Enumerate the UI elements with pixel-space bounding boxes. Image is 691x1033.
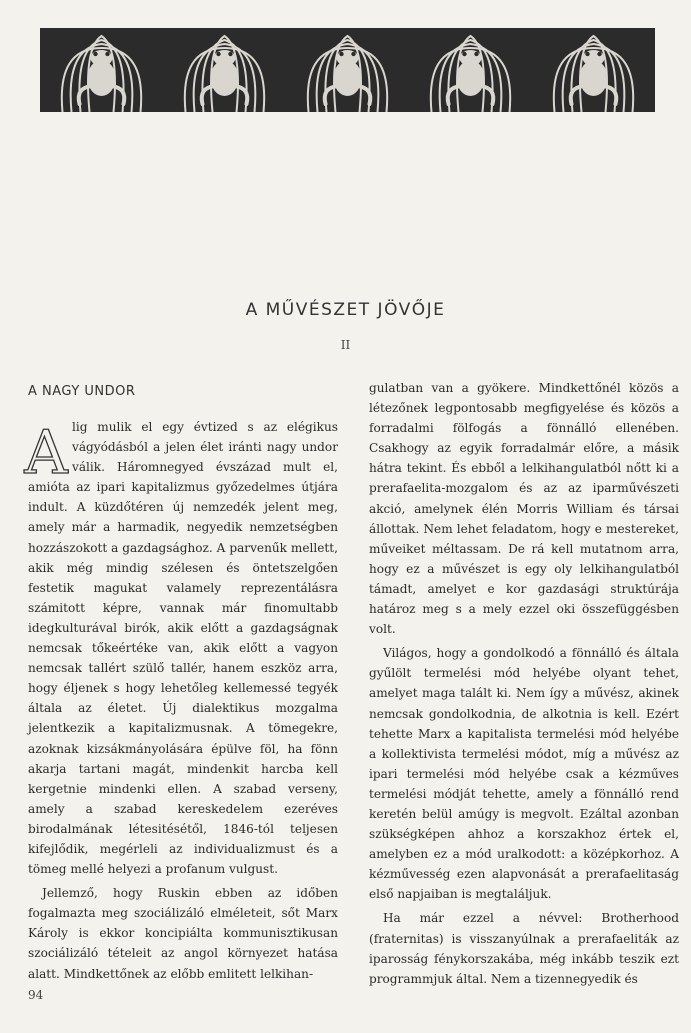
left-column xyxy=(24,384,338,984)
page-title: A MŰVÉSZET JÖVŐJE xyxy=(245,300,446,320)
paragraph-2: Jellemző, hogy Ruskin ebben az időben fogalmazta meg szociálizáló elméleteit, sőt Marx Károly is ekkor koncipiálta kommunisztikusan szociálizáló tételeit az angol környezet hatása alatt. Mindkettőnek az előbb emlitett lelkihan- xyxy=(28,886,338,981)
paragraph-5: Ha már ezzel a névvel: Brotherhood (fraternitas) is visszanyúlnak a prerafaeliták az iparosság fénykorszakába, még inkább teszik ezt programmjuk által. Nem a tizennegyedik és xyxy=(369,911,679,986)
frog-motif xyxy=(308,36,387,112)
frog-motif xyxy=(62,36,141,112)
frog-motif xyxy=(554,36,633,112)
frog-motif xyxy=(185,36,264,112)
frog-motif xyxy=(431,36,510,112)
paragraph-4: Világos, hogy a gondolkodó a fönnálló és általa gyűlölt termelési mód helyébe olyant tehet, amelyet maga talált ki. Nem így a művész, akinek nemcsak gondolkodnia, de alkotnia is kell. Ezért tehette Marx a kapitalista termelési mód helyébe a kollektivista termelési módot, míg a művész az ipari termelési mód helyébe csak a kézműves termelési módját tehette, amely a fönnálló rend keretén belül amúgy is megvolt. Ezáltal azonban szükségképen ahhoz a korszakhoz értek el, amelyben ez a mód uralkodott: a középkorhoz. A kézművesség ezen alapvonását a prerafaelitaság első napjaiban is megtaláljuk. xyxy=(369,646,679,902)
paragraph-3: gulatban van a gyökere. Mindkettőnél közös a létezőnek legpontosabb megfigyelése és közös a forradalmi fölfogás a fönnálló ellenében. Csakhogy az egyik forradalmár előre, a másik hátra tekint. És ebből a lelkihangulatból nőtt ki a prerafaelita-mozgalom és az az iparművészeti akció, amelynek élén Morris William és társai állottak. Nem lehet feladatom, hogy e mestereket, műveiket méltassam. De rá kell mutatnom arra, hogy ez a művészet is egy oly lelkihangulatból támadt, amelyet e kor gazdasági struktúrája határoz meg s a mely ezzel oki összefüggésben volt. xyxy=(369,381,679,637)
right-column xyxy=(369,378,679,989)
page-number: 94 xyxy=(28,988,44,1002)
part-number: II xyxy=(340,338,351,352)
paragraph-1 xyxy=(24,417,338,879)
dropcap-a-icon xyxy=(24,418,68,488)
ornamental-frog-banner xyxy=(40,28,655,112)
svg-text:A: A xyxy=(24,418,68,488)
paragraph-1-text: lig mulik el egy évtized s az elégikus vágyódásból a jelen élet iránti nagy undor válik. Háromnegyed évszázad mult el, amióta az ipari kapitalizmus győzedelmes útjára indult. A küzdőtéren új nemzedék jelent meg, amely már a harmadik, negyedik nemzetségben hozzászokott a gazdagsághoz. A parvenűk mellett, akik még mindig szélesen és öntetszelgően festetik magukat valamely reprezentálásra számitott képre, vannak már finomultabb idegkulturával birók, akik előtt a gazdagságnak nemcsak tőkeértéke van, akik előtt a vagyon nemcsak tallért szülő tallér, hanem eszköz arra, hogy éljenek s hogy lehetőleg kellemessé tegyék általa az életet. Új dialektikus mozgalma jelentkezik a kapitalizmusnak. A tömegekre, azoknak kizsákmányolására épülve föl, ha fönn akarja tartani magát, mindenkit harcba kell kergetnie mindenki ellen. A szabad verseny, amely a szabad kereskedelem ezeréves birodalmának létesitésétől, 1846-tól teljesen kifejlődik, megérleli az individualizmust és a tömeg mellé helyezi a profanum vulgust. xyxy=(28,420,338,877)
section-heading: A NAGY UNDOR xyxy=(28,384,136,399)
